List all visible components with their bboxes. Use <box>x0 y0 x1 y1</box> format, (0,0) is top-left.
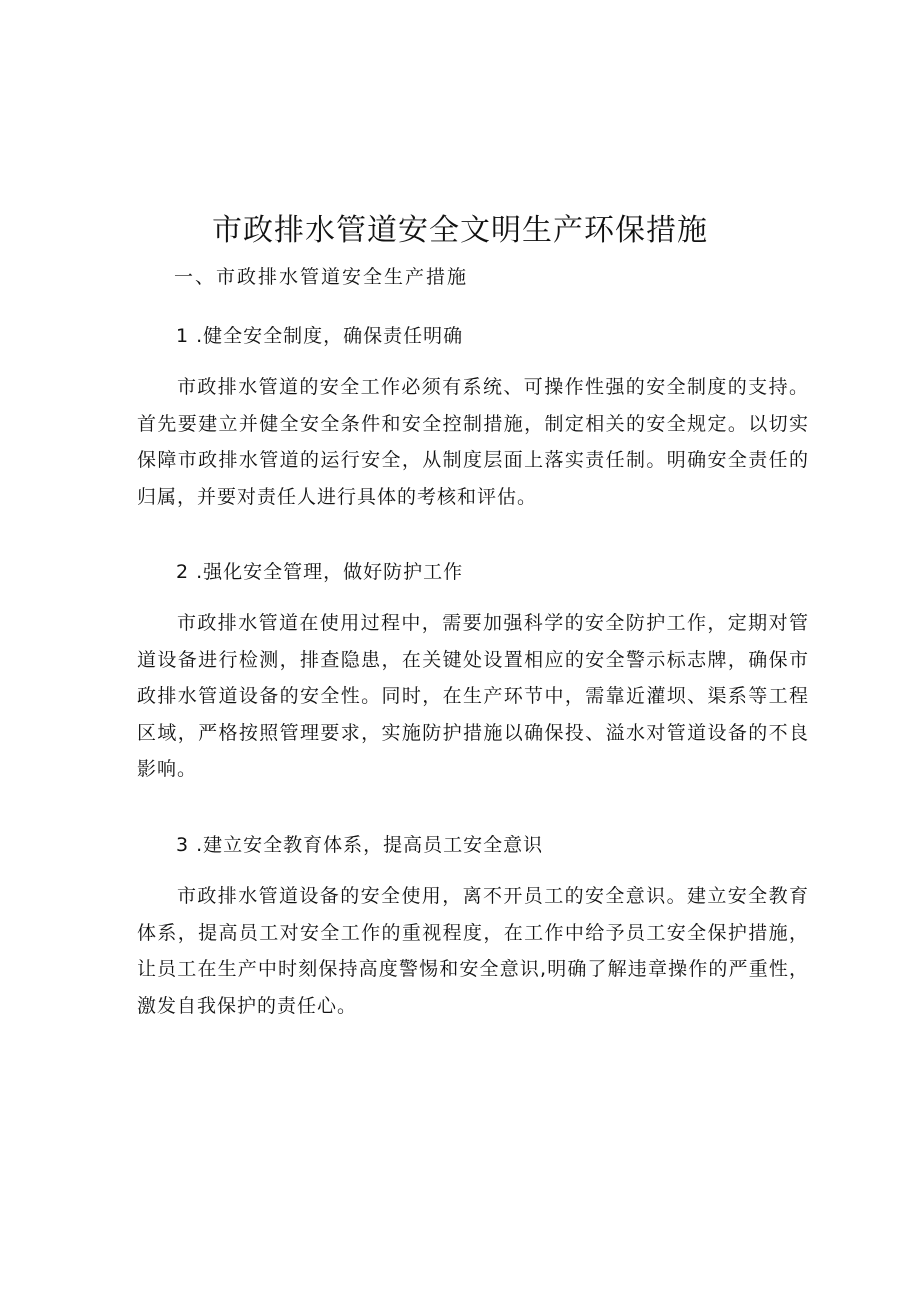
item-3-paragraph: 市政排水管道设备的安全使用，离不开员工的安全意识。建立安全教育体系，提高员工对安全工作的重视程度，在工作中给予员工安全保护措施，让员工在生产中时刻保持高度警惕和安全意识,明确了解违章操作的严重性，激发自我保护的责任心。 <box>137 885 809 1017</box>
item-1-heading: 1 .健全安全制度，确保责任明确 <box>176 325 464 347</box>
section-heading: 一、市政排水管道安全生产措施 <box>174 266 469 288</box>
item-2-heading: 2 .强化安全管理，做好防护工作 <box>176 561 464 583</box>
item-2-paragraph: 市政排水管道在使用过程中，需要加强科学的安全防护工作，定期对管道设备进行检测，排查隐患，在关键处设置相应的安全警示标志牌，确保市政排水管道设备的安全性。同时，在生产环节中，需靠近灌坝、渠系等工程区域，严格按照管理要求，实施防护措施以确保投、溢水对管道设备的不良影响。 <box>137 612 809 780</box>
document-title: 市政排水管道安全文明生产环保措施 <box>212 213 708 248</box>
item-1-paragraph: 市政排水管道的安全工作必须有系统、可操作性强的安全制度的支持。首先要建立并健全安全条件和安全控制措施，制定相关的安全规定。以切实保障市政排水管道的运行安全，从制度层面上落实责任制。明确安全责任的归属，并要对责任人进行具体的考核和评估。 <box>137 376 809 508</box>
item-3-heading: 3 .建立安全教育体系，提高员工安全意识 <box>176 834 544 856</box>
